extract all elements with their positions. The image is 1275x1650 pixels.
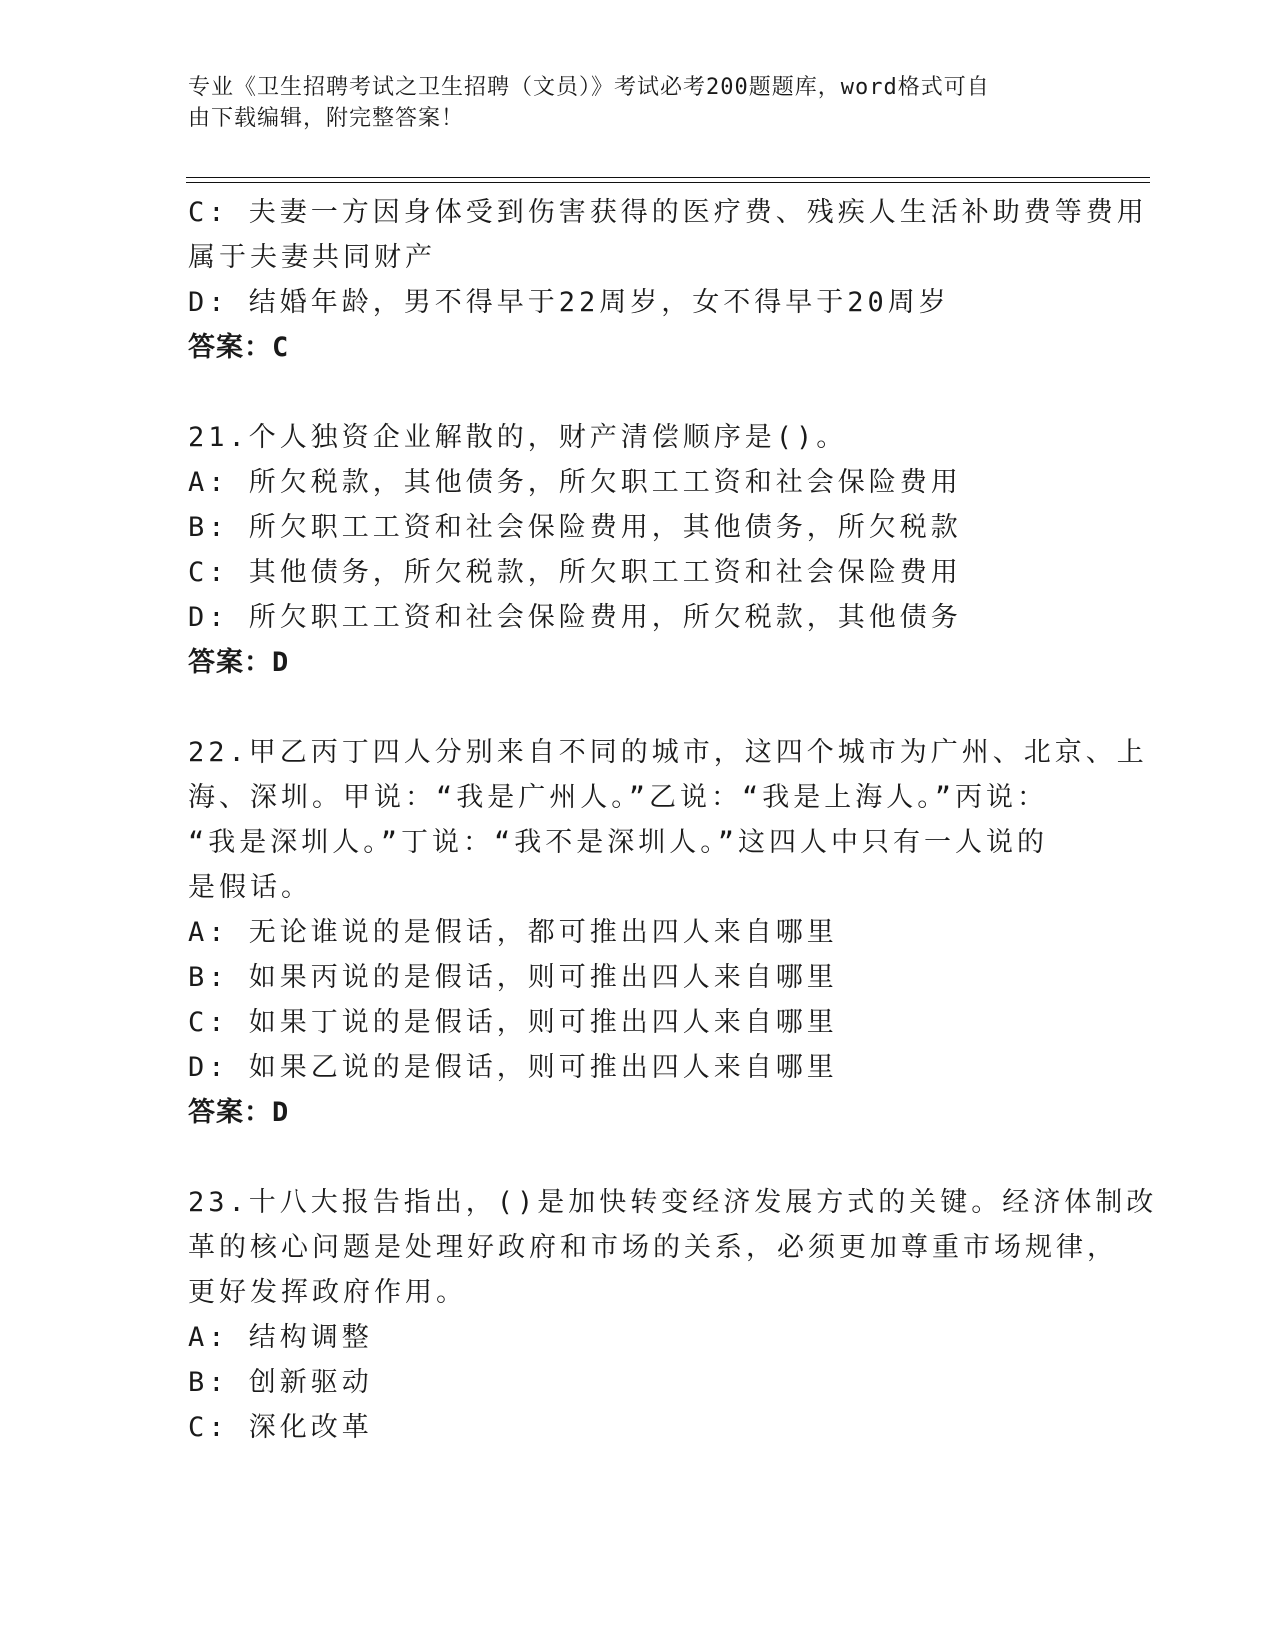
document-body [188,190,1158,1450]
question-text-line-2: 革的核心问题是处理好政府和市场的关系，必须更加尊重市场规律， [188,1232,1118,1263]
spacer [188,370,1088,415]
question-text-line-3: 更好发挥政府作用。 [188,1277,467,1308]
question-21-block [188,415,1088,685]
option-d: D: 结婚年龄，男不得早于22周岁，女不得早于20周岁 [188,287,950,318]
header-divider-top [186,177,1150,178]
option-a: A: 无论谁说的是假话，都可推出四人来自哪里 [188,917,838,948]
option-b: B: 所欠职工工资和社会保险费用，其他债务，所欠税款 [188,512,962,543]
answer-line: 答案：C [188,332,290,363]
option-c-continued: 属于夫妻共同财产 [188,242,436,273]
question-20-block [188,190,1148,370]
option-d: D: 所欠职工工资和社会保险费用，所欠税款，其他债务 [188,602,962,633]
option-c: C: 如果丁说的是假话，则可推出四人来自哪里 [188,1007,838,1038]
option-b: B: 如果丙说的是假话，则可推出四人来自哪里 [188,962,838,993]
question-text: 21.个人独资企业解散的，财产清偿顺序是()。 [188,422,848,453]
answer-line: 答案：D [188,647,290,678]
header-line-2: 由下载编辑，附完整答案！ [188,106,465,131]
spacer [188,1135,1088,1180]
question-text-line-4: 是假话。 [188,872,312,903]
question-text-line-3: “我是深圳人。”丁说：“我不是深圳人。”这四人中只有一人说的 [188,827,1049,858]
question-22-block [188,730,1148,1135]
option-a: A: 所欠税款，其他债务，所欠职工工资和社会保险费用 [188,467,962,498]
spacer [188,685,1088,730]
option-c: C: 深化改革 [188,1412,373,1443]
header-divider-bottom [186,182,1150,183]
option-d: D: 如果乙说的是假话，则可推出四人来自哪里 [188,1052,838,1083]
question-23-block [188,1180,1158,1450]
question-text-line-2: 海、深圳。甲说：“我是广州人。”乙说：“我是上海人。”丙说： [188,782,1049,813]
option-a: A: 结构调整 [188,1322,373,1353]
question-text-line-1: 22.甲乙丙丁四人分别来自不同的城市，这四个城市为广州、北京、上 [188,737,1148,768]
header-line-1: 专业《卫生招聘考试之卫生招聘（文员）》考试必考200题题库，word格式可自 [188,75,990,100]
option-c: C: 夫妻一方因身体受到伤害获得的医疗费、残疾人生活补助费等费用 [188,197,1148,228]
answer-line: 答案：D [188,1097,290,1128]
option-c: C: 其他债务，所欠税款，所欠职工工资和社会保险费用 [188,557,962,588]
question-text-line-1: 23.十八大报告指出，()是加快转变经济发展方式的关键。经济体制改 [188,1187,1158,1218]
document-header [188,72,1068,134]
option-b: B: 创新驱动 [188,1367,373,1398]
